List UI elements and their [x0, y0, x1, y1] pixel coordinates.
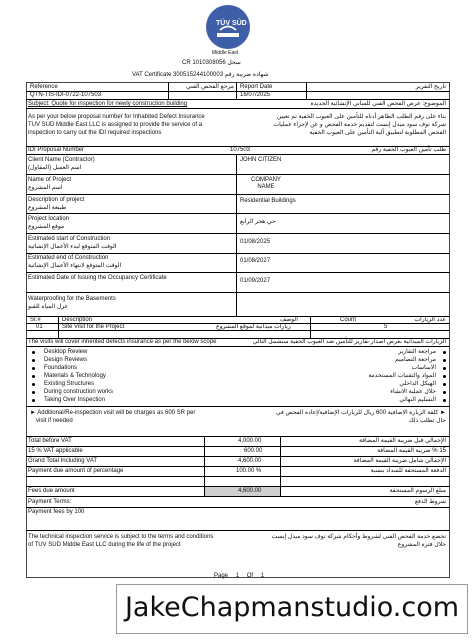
- project-name-value: COMPANY NAME: [251, 177, 281, 190]
- proposal-value: 107503: [230, 147, 251, 153]
- scope-item: Materials & Technology: [44, 373, 106, 379]
- scope-item: During construction works: [44, 389, 114, 395]
- payment-percentage-value: 100.00 %: [236, 468, 262, 474]
- scope-item-ar: خلال عملية الانشاء: [390, 389, 436, 395]
- row-description: Site Visit for the Project: [62, 324, 125, 330]
- coverage-en: The visits will cover inherited defects insurance as per the below scope: [28, 339, 217, 345]
- page-label: Page: [214, 573, 229, 579]
- scope-item: Taking Over Inspection: [44, 397, 106, 403]
- sr-header: Sr.#: [30, 317, 41, 323]
- row-description-ar: زيارات ميدانية لموقع المشروع: [216, 324, 291, 330]
- total-before-vat-label-ar: الإجمالي قبل ضريبة القيمة المضافة: [358, 438, 446, 444]
- vat-certificate: VAT Certificate 300515244100003 شهادة ضريبة رقم: [132, 72, 269, 78]
- project-description-label-ar: طبيعة المشروع: [28, 205, 67, 211]
- page-total: 1: [260, 573, 265, 579]
- intro-ar-1: بناء على رقم الطلب الظاهر أدناه للتأمين على العيوب الخفية تم تعيين: [276, 114, 446, 120]
- client-name-label-ar: اسم العميل (المقاول): [28, 165, 82, 171]
- row-number: 01: [36, 324, 43, 330]
- additional-en-2: visit if needed: [36, 418, 73, 424]
- start-construction-label: Estimated start of Construction: [28, 236, 111, 242]
- proposal-label-ar: طلب تأمين العيوب الخفية رقم: [371, 147, 446, 153]
- payment-terms-value: Payment fees by 100: [28, 509, 85, 515]
- report-date-value: 16/07/2025: [240, 92, 271, 98]
- scope-item: Foundations: [44, 365, 78, 371]
- project-description-value: Residential Buildings: [240, 198, 296, 204]
- description-header: Description: [62, 317, 93, 323]
- grand-total-label-ar: الإجمالي شامل ضريبة القيمة المضافة: [353, 458, 446, 464]
- grand-total-value: 4,600.00: [238, 458, 262, 464]
- report-date-label-ar: تاريخ التقرير: [415, 84, 446, 90]
- payment-percentage-label: Payment due amount of percentage: [28, 468, 124, 474]
- reference-label-ar: مرجع الفحص الفني: [186, 84, 234, 90]
- reference-value: QTN-TIS-IDI-0722-107503: [30, 92, 102, 98]
- logo-region: Middle East: [212, 50, 239, 56]
- project-location-label-ar: موقع المشروع: [28, 224, 65, 230]
- subject-en: Subject: Quote for inspection for newly construction building: [28, 101, 188, 107]
- report-date-label: Report Date: [240, 84, 273, 90]
- row-count: 5: [384, 324, 388, 330]
- intro-en-2: TUV SUD Middle East LLC is assigned to provide the service of a: [28, 122, 203, 128]
- count-header: Count: [340, 317, 357, 323]
- waterproofing-label: Waterproofing for the Basements: [28, 296, 116, 302]
- intro-ar-3: الفحص المطلوبة لتطبيق آلية التأمين على العيوب الخفية: [309, 130, 446, 136]
- end-construction-label: Estimated end of Construction: [28, 255, 109, 261]
- scope-item-ar: مراجعة التصاميم: [394, 357, 436, 363]
- watermark-text: JakeChapmanstudio.com: [124, 592, 460, 623]
- scope-item-ar: مراجعة التقارير: [398, 349, 436, 355]
- reference-label: Reference: [30, 84, 58, 90]
- scope-item-ar: التسليم النهائي: [399, 397, 436, 403]
- tuv-logo-icon: [206, 5, 250, 49]
- intro-ar-2: شركة توف سود ميدل إيست لتقديم خدمة الفحص و عن لإجراء عمليات: [273, 122, 446, 128]
- intro-en-3: inspection to carry out the IDI required inspections: [28, 130, 162, 136]
- total-before-vat-value: 4,000.00: [238, 438, 262, 444]
- subject-ar: الموضوع: عرض الفحص الفني للمباني الإنشائية الجديدة: [310, 101, 446, 107]
- additional-ar-2: حال تطلب ذلك: [408, 418, 446, 424]
- coverage-ar: الزيارات الميدانية بغرض اصدار تقارير للتأمين ضد العيوب الخفية ستشمل التالي: [252, 339, 446, 345]
- tuv-sud-logo: [206, 5, 250, 49]
- scope-item-ar: الهيكل الداخلي: [399, 381, 436, 387]
- footer-terms-en-1: The technical inspection service is subject to the terms and conditions: [28, 534, 214, 540]
- end-construction-label-ar: الوقت المتوقع لانتهاء الأعمال الإنشائية: [28, 263, 122, 269]
- scope-item: Design Reviews: [44, 357, 88, 363]
- occupancy-date-label: Estimated Date of Issuing the Occupancy Certificate: [28, 275, 167, 281]
- scope-list-ar: [300, 349, 446, 405]
- waterproofing-label-ar: عزل المياه للقبو: [28, 304, 69, 310]
- cr-number: CR 1010308056 سجل: [182, 60, 241, 66]
- intro-en-1: As per your below proposal number for Inhabited Defect Insurance: [28, 114, 205, 120]
- project-location-value: حي هجر الرابع: [240, 219, 276, 225]
- scope-item-ar: الاساسات: [411, 365, 436, 371]
- page-numbering: [214, 573, 264, 580]
- start-construction-value: 01/08/2025: [240, 239, 271, 245]
- payment-terms-label-ar: شروط الدفع: [414, 499, 446, 505]
- footer-terms-ar-2: خلال فترة المشروع: [397, 542, 446, 548]
- start-construction-label-ar: الوقت المتوقع لبدء الأعمال الإنشائية: [28, 244, 117, 250]
- count-header-ar: عدد الزيارات: [414, 317, 446, 323]
- footer-terms-ar-1: تخضع خدمة الفحص الفني لشروط وأحكام شركة توف سود ميدل إيست: [271, 534, 446, 540]
- occupancy-date-value: 01/09/2027: [240, 278, 271, 284]
- project-location-label: Project location: [28, 216, 70, 222]
- page-of: Of: [246, 573, 254, 579]
- scope-item: Desktop Review: [44, 349, 88, 355]
- fees-due-label-ar: مبلغ الرسوم المستحقة: [389, 488, 446, 494]
- fees-due-value: 4,600.00: [238, 488, 262, 494]
- additional-en-1: ► Additional/Re-inspection visit will be charges as 600 SR per: [30, 410, 196, 416]
- project-description-label: Description of project: [28, 197, 85, 203]
- proposal-label: IDI Proposal Number: [28, 147, 85, 153]
- description-header-ar: الوصف: [280, 317, 298, 323]
- client-name-label: Client Name (Contractor): [28, 157, 95, 163]
- total-before-vat-label: Total before VAT: [28, 438, 72, 444]
- page-current: 1: [235, 573, 240, 579]
- client-name-value: JOHN CITIZEN: [240, 157, 282, 163]
- project-name-label: Name of Project: [28, 177, 72, 183]
- vat-label: 15 % VAT applicable: [28, 448, 83, 454]
- vat-label-ar: 15 % ضريبة القيمة المضافة: [377, 448, 446, 454]
- payment-terms-label: Payment Terms:: [28, 499, 72, 505]
- footer-terms-en-2: of TUV SUD Middle East LLC during the life of the project: [28, 542, 181, 548]
- additional-ar-1: ► كلفة الزيارة الاضافية 600 ريال للزيارات الإضافية/إعادة الفحص في: [276, 410, 446, 416]
- logo-text: TÜV SÜD: [216, 20, 247, 27]
- scope-item-ar: المواد والتقنيات المستخدمة: [368, 373, 436, 379]
- project-name-label-ar: اسم المشروع: [28, 185, 63, 191]
- grand-total-label: Grand Total Including VAT: [28, 458, 98, 464]
- end-construction-value: 01/08/2027: [240, 258, 271, 264]
- scope-item: Existing Structures: [44, 381, 95, 387]
- fees-due-label: Fees due amount: [28, 488, 75, 494]
- vat-value: 600.00: [244, 448, 263, 454]
- payment-percentage-label-ar: الدفعة المستحقة للسداد بنسبة: [370, 468, 446, 474]
